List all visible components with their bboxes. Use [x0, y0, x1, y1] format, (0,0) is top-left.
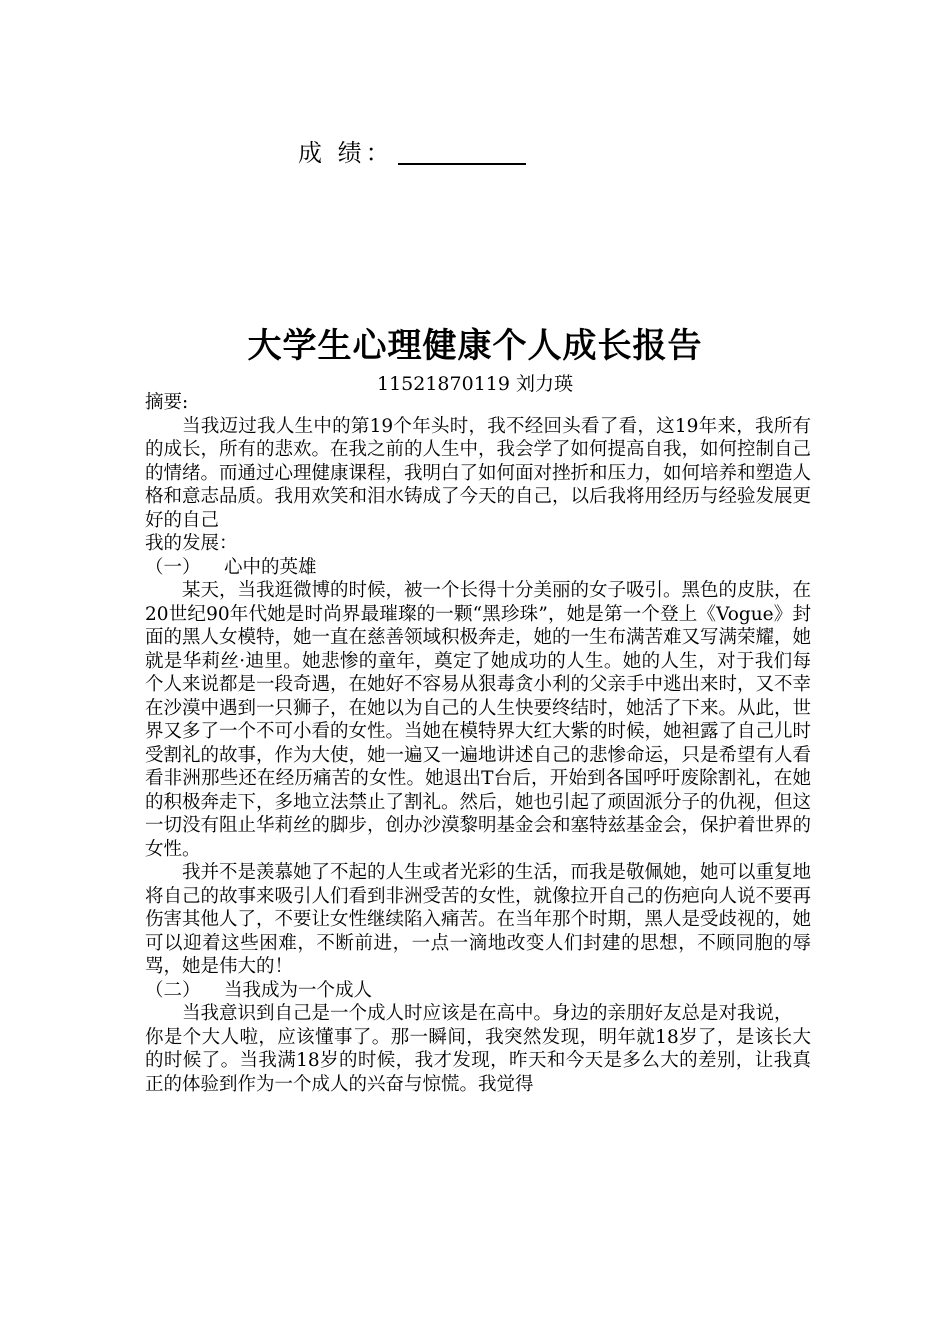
report-body: [145, 391, 811, 1096]
score-field: [298, 133, 526, 168]
section-2-paragraph: 你是个大人啦，应该懂事了。那一瞬间，我突然发现，明年就18岁了，是该长大的时候了。当我满18岁的时候，我才发现，昨天和今天是多么大的差别，让我真正的体验到作为一个成人的兴奋与惊慌。我觉得: [145, 1026, 811, 1095]
score-blank-line: [398, 139, 526, 165]
report-title: 大学生心理健康个人成长报告: [247, 326, 703, 366]
section-1-paragraph-1: 某天，当我逛微博的时候，被一个长得十分美丽的女子吸引。黑色的皮肤，在20世纪90年代她是时尚界最璀璨的一颗“黑珍珠”，她是第一个登上《Vogue》封面的黑人女模特，她一直在慈善领域积极奔走，她的一生布满苦难又写满荣耀，她就是华莉丝·迪里。她悲惨的童年，奠定了她成功的人生。她的人生，对于我们每个人来说都是一段奇遇，在她好不容易从狠毒贪小利的父亲手中逃出来时，又不幸在沙漠中遇到一只狮子，在她以为自己的人生快要终结时，她活了下来。从此，世界又多了一个不可小看的女性。当她在模特界大红大紫的时候，她袒露了自己儿时受割礼的故事，作为大使，她一遍又一遍地讲述自己的悲惨命运，只是希望有人看看非洲那些还在经历痛苦的女性。她退出T台后，开始到各国呼吁废除割礼，在她的积极奔走下，多地立法禁止了割礼。然后，她也引起了顽固派分子的仇视，但这一切没有阻止华莉丝的脚步，创办沙漠黎明基金会和塞特兹基金会，保护着世界的女性。: [145, 580, 812, 860]
abstract-text: 当我迈过我人生中的第19个年头时，我不经回头看了看，这19年来，我所有的成长，所有的悲欢。在我之前的人生中，我会学了如何提高自我，如何控制自己的情绪。而通过心理健康课程，我明白了如何面对挫折和压力，如何培养和塑造人格和意志品质。我用欢笑和泪水铸成了今天的自己，以后我将用经历与经验发展更好的自己: [145, 415, 812, 531]
section-2-intro: 当我意识到自己是一个成人时应该是在高中。身边的亲朋好友总是对我说，: [182, 1003, 793, 1024]
author-line: 11521870119 刘力瑛: [376, 373, 573, 395]
section-heading-2: （二） 当我成为一个成人: [145, 979, 373, 1001]
abstract-label: 摘要:: [145, 392, 189, 413]
section-heading-1: （一） 心中的英雄: [145, 556, 317, 578]
score-label: 成 绩：: [298, 139, 394, 167]
section-1-paragraph-2: 我并不是羡慕她了不起的人生或者光彩的生活，而我是敬佩她，她可以重复地将自己的故事来吸引人们看到非洲受苦的女性，就像拉开自己的伤疤向人说不要再伤害其他人了，不要让女性继续陷入痛苦。在当年那个时期，黑人是受歧视的，她可以迎着这些困难，不断前进，一点一滴地改变人们封建的思想，不顾同胞的辱骂，她是伟大的！: [145, 862, 812, 977]
development-label: 我的发展：: [145, 533, 238, 554]
